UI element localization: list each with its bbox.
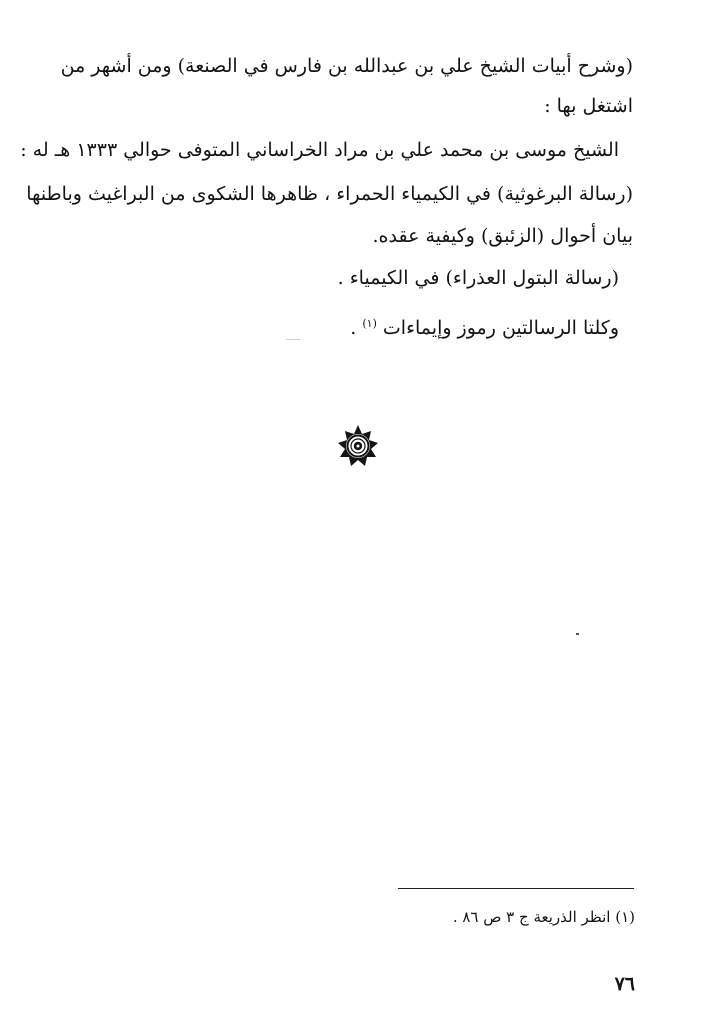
footnote-reference[interactable]: (١) (362, 317, 377, 330)
body-line-7 (350, 310, 619, 342)
body-line-7-text: وكلتا الرسالتين رموز وإيماءات (382, 317, 619, 339)
page-number: ٧٦ (614, 973, 635, 995)
scan-speck (286, 339, 300, 340)
footnote-separator (398, 888, 634, 889)
body-line-2: اشتغل بها : (544, 95, 633, 117)
body-line-7-period: . (350, 317, 357, 339)
scan-speck (576, 633, 579, 635)
body-line-1: (وشرح أبيات الشيخ علي بن عبدالله بن فارس في الصنعة) ومن أشهر من (60, 55, 633, 77)
body-line-6: (رسالة البتول العذراء) في الكيمياء . (337, 267, 619, 289)
body-line-4: (رسالة البرغوثية) في الكيمياء الحمراء ، ظاهرها الشكوى من البراغيث وباطنها (26, 183, 633, 205)
body-line-3: الشيخ موسى بن محمد علي بن مراد الخراساني المتوفى حوالي ١٣٣٣ هـ له : (20, 139, 619, 161)
star-medallion-ornament-icon (336, 424, 380, 468)
body-line-5: بيان أحوال (الزئبق) وكيفية عقده. (372, 225, 633, 247)
footnote: (١) انظر الذريعة ج ٣ ص ٨٦ . (452, 908, 635, 926)
